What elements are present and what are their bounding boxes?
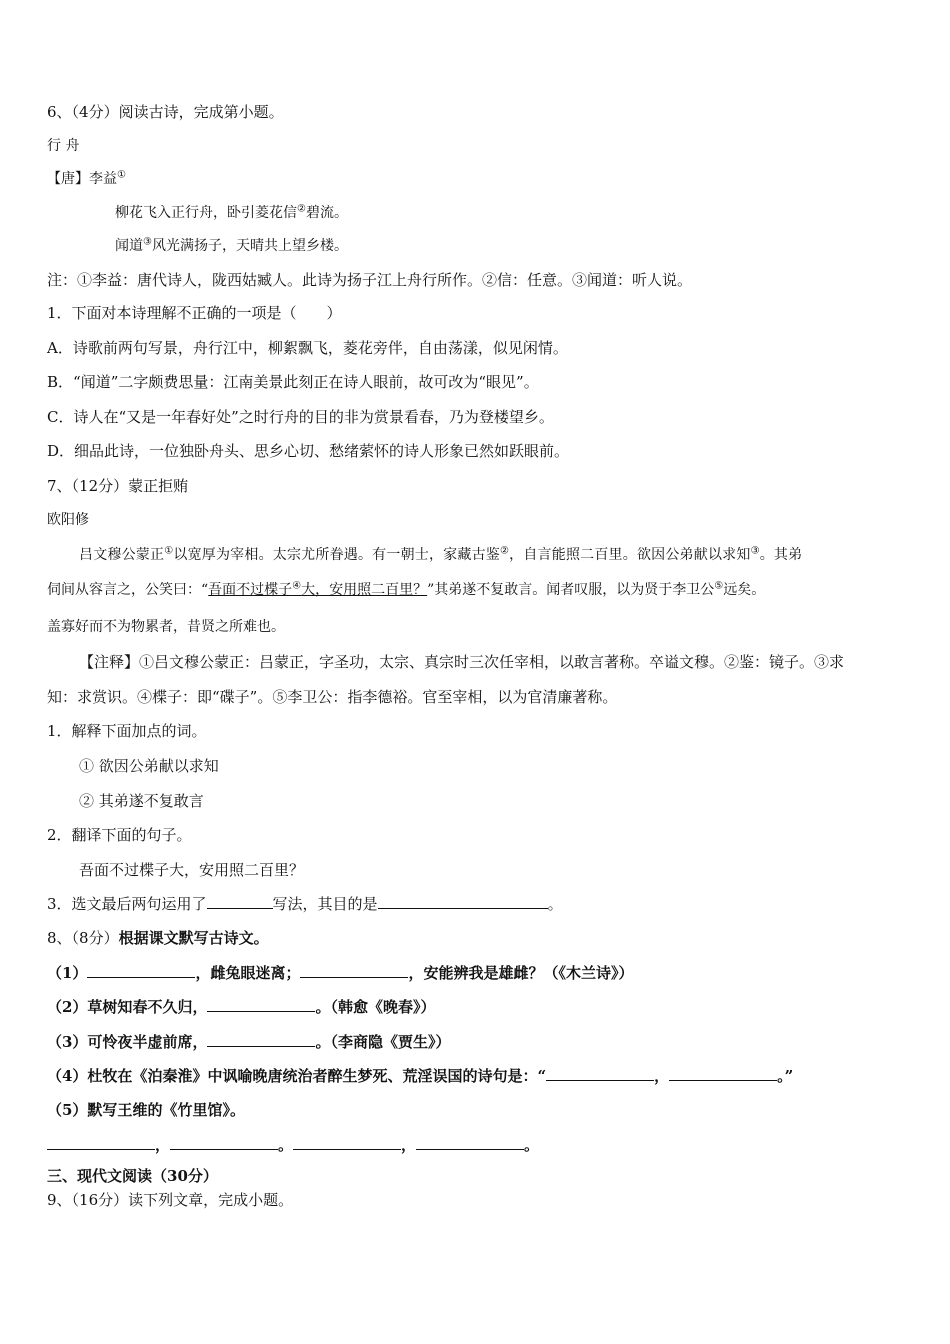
passage-text: 吕文穆公蒙正 xyxy=(79,547,165,563)
answer-blank[interactable] xyxy=(669,1066,777,1081)
q7-sub-question-1: 1．解释下面加点的词。 xyxy=(47,722,207,740)
q8-line-6 xyxy=(47,1135,539,1155)
answer-blank[interactable] xyxy=(47,1135,155,1150)
q7-header: 7、（12分）蒙正拒贿 xyxy=(47,477,189,495)
passage-line-3: 盖寡好而不为物累者，昔贤之所难也。 xyxy=(47,619,285,635)
passage-text: 远矣。 xyxy=(723,582,766,598)
answer-blank[interactable] xyxy=(207,894,273,909)
answer-blank[interactable] xyxy=(416,1135,524,1150)
poem-author xyxy=(47,169,126,189)
q8-header-text: 根据课文默写古诗文。 xyxy=(118,929,269,947)
option-a: A．诗歌前两句写景，舟行江中，柳絮飘飞，菱花旁伴，自由荡漾，似见闲情。 xyxy=(47,339,568,357)
q8-header xyxy=(47,928,269,948)
q8-text: 。（李商隐《贾生》） xyxy=(315,1033,451,1051)
q8-text: ，安能辨我是雄雌？（《木兰诗》） xyxy=(408,964,634,982)
poem-line-1-b: 碧流。 xyxy=(305,205,348,221)
footnote-mark: ③ xyxy=(143,236,152,248)
passage-text: 。其弟 xyxy=(759,547,803,563)
q9-header: 9、（16分）读下列文章，完成小题。 xyxy=(47,1191,294,1209)
passage-line-1 xyxy=(79,545,802,565)
q6-sub-question: 1．下面对本诗理解不正确的一项是（ ） xyxy=(47,304,342,322)
passage-line-2 xyxy=(47,580,765,600)
q7-sub-question-3 xyxy=(47,894,563,914)
q8-line-5: （5）默写王维的《竹里馆》。 xyxy=(47,1101,245,1119)
passage-text: 伺间从容言之，公笑曰：“ xyxy=(47,582,209,598)
q7-sub-question-2: 2．翻译下面的句子。 xyxy=(47,826,192,844)
answer-blank[interactable] xyxy=(207,997,315,1012)
answer-blank[interactable] xyxy=(87,963,195,978)
q8-text: （4）杜牧在《泊秦淮》中讽喻晚唐统治者醉生梦死、荒淫误国的诗句是：“ xyxy=(47,1067,547,1085)
option-b: B．“闻道”二字颇费思量：江南美景此刻正在诗人眼前，故可改为“眼见”。 xyxy=(47,373,539,391)
poem-line-1 xyxy=(115,203,348,223)
underlined-text: 大，安用照二百里？ xyxy=(301,582,428,598)
answer-blank[interactable] xyxy=(378,894,548,909)
sq3-text-b: 写法，其目的是 xyxy=(272,895,378,913)
q8-line-2 xyxy=(47,997,435,1017)
answer-blank[interactable] xyxy=(170,1135,278,1150)
footnote-mark: ② xyxy=(297,203,306,215)
q7-sq1-item-1: ① 欲因公弟献以求知 xyxy=(79,757,219,775)
poem-author-text: 【唐】李益 xyxy=(47,171,117,187)
annotation-line-2: 知：求赏识。④楪子：即“碟子”。⑤李卫公：指李德裕。官至宰相，以为官清廉著称。 xyxy=(47,688,618,706)
q8-line-4 xyxy=(47,1066,793,1086)
poem-note: 注：①李益：唐代诗人，陇西姑臧人。此诗为扬子江上舟行所作。②信：任意。③闻道：听人说。 xyxy=(47,271,693,289)
q8-text: ，雌兔眼迷离； xyxy=(195,964,301,982)
poem-line-2-b: 风光满扬子，天晴共上望乡楼。 xyxy=(151,238,348,254)
footnote-mark: ③ xyxy=(750,545,760,557)
option-c: C．诗人在“又是一年春好处”之时行舟的目的非为赏景看春，乃为登楼望乡。 xyxy=(47,408,554,426)
q8-text: ， xyxy=(654,1067,670,1085)
footnote-mark: ⑤ xyxy=(714,580,724,592)
answer-blank[interactable] xyxy=(293,1135,401,1150)
option-d: D．细品此诗，一位独卧舟头、思乡心切、愁绪萦怀的诗人形象已然如跃眼前。 xyxy=(47,442,570,460)
q8-punct: ， xyxy=(401,1136,417,1154)
passage-text: 以宽厚为宰相。太宗尤所眷遇。有一朝士，家藏古鉴 xyxy=(173,547,500,563)
poem-title: 行 舟 xyxy=(47,138,80,154)
poem-line-2-a: 闻道 xyxy=(115,238,143,254)
poem-line-1-a: 柳花飞入正行舟，卧引菱花信 xyxy=(115,205,297,221)
underlined-text: 吾面不过楪子 xyxy=(208,582,293,598)
q8-punct: ， xyxy=(155,1136,171,1154)
q8-text: （1） xyxy=(47,964,88,982)
q8-punct: 。 xyxy=(524,1136,540,1154)
passage-text: ”其弟遂不复敢言。闻者叹服，以为贤于李卫公 xyxy=(427,582,715,598)
q7-sq2-sentence: 吾面不过楪子大，安用照二百里？ xyxy=(79,861,305,879)
answer-blank[interactable] xyxy=(300,963,408,978)
annotation-line-1: 【注释】①吕文穆公蒙正：吕蒙正，字圣功，太宗、真宗时三次任宰相，以敢言著称。卒谥文穆。②鉴：镜子。③求 xyxy=(79,653,845,671)
footnote-mark: ① xyxy=(164,545,174,557)
section-title: 三、现代文阅读（30分） xyxy=(47,1167,218,1185)
q7-sq1-item-2: ② 其弟遂不复敢言 xyxy=(79,792,204,810)
footnote-mark: ① xyxy=(117,169,126,181)
q7-author: 欧阳修 xyxy=(47,512,89,528)
footnote-mark: ② xyxy=(499,545,510,557)
answer-blank[interactable] xyxy=(546,1066,654,1081)
footnote-mark: ④ xyxy=(292,580,302,592)
q8-text: （3）可怜夜半虚前席， xyxy=(47,1033,208,1051)
q8-line-1 xyxy=(47,963,633,983)
q8-text: 。（韩愈《晚春》） xyxy=(315,998,436,1016)
sq3-text-c: 。 xyxy=(547,895,563,913)
q6-header: 6、（4分）阅读古诗，完成第小题。 xyxy=(47,103,284,121)
q8-line-3 xyxy=(47,1032,450,1052)
underlined-sentence xyxy=(208,582,427,598)
poem-line-2 xyxy=(115,236,348,256)
q8-header-num: 8、（8分） xyxy=(47,929,119,947)
q8-punct: 。 xyxy=(278,1136,294,1154)
q8-text: 。” xyxy=(777,1067,794,1085)
passage-text: ，自言能照二百里。欲因公弟献以求知 xyxy=(509,547,751,563)
answer-blank[interactable] xyxy=(207,1032,315,1047)
q8-text: （2）草树知春不久归， xyxy=(47,998,208,1016)
sq3-text-a: 3．选文最后两句运用了 xyxy=(47,895,207,913)
